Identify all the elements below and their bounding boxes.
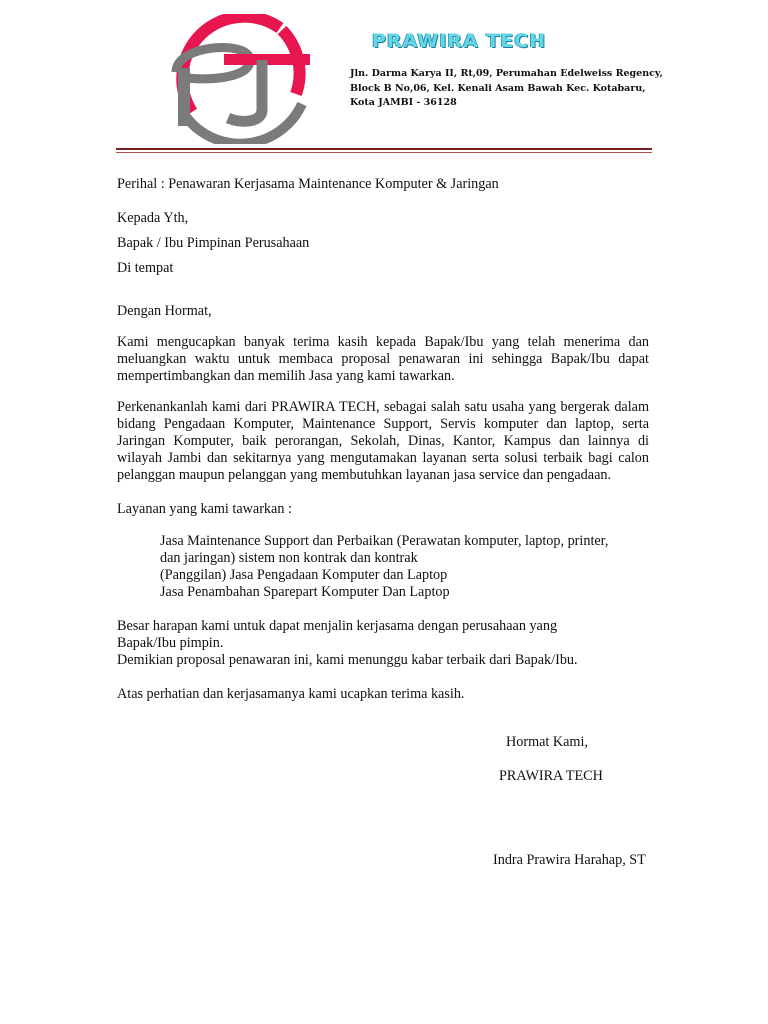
letterhead-divider (116, 148, 652, 150)
letter-body (117, 176, 649, 703)
address-line: Jln. Darma Karya II, Rt,09, Perumahan Edelweiss Regency, (350, 68, 663, 79)
service-item: dan jaringan) sistem non kontrak dan kontrak (160, 550, 418, 566)
closing-line: Demikian proposal penawaran ini, kami menunggu kabar terbaik dari Bapak/Ibu. (117, 652, 578, 668)
services-list (160, 533, 649, 601)
recipient-line: Kepada Yth, (117, 210, 189, 226)
letterhead-divider-thin (116, 152, 652, 153)
closing-line: Besar harapan kami untuk dapat menjalin kerjasama dengan perusahaan yang (117, 618, 558, 634)
closing-line: Bapak/Ibu pimpin. (117, 635, 224, 651)
company-name: PRAWIRA TECH (372, 30, 547, 52)
company-logo (162, 14, 322, 144)
service-item: Jasa Maintenance Support dan Perbaikan (Perawatan komputer, laptop, printer, (160, 533, 609, 549)
service-item: (Panggilan) Jasa Pengadaan Komputer dan Laptop (160, 567, 448, 583)
paragraph-thanks: Kami mengucapkan banyak terima kasih kepada Bapak/Ibu yang telah menerima dan meluangkan waktu untuk membaca proposal penawaran ini sehingga Bapak/Ibu dapat mempertimbangkan dan memilih Jasa yang kami tawarkan. (117, 334, 649, 384)
recipient-line: Bapak / Ibu Pimpinan Perusahaan (117, 235, 310, 251)
signoff: Hormat Kami, (506, 734, 588, 750)
paragraph-introduction: Perkenankanlah kami dari PRAWIRA TECH, sebagai salah satu usaha yang bergerak dalam bidang Pengadaan Komputer, Maintenance Support, Servis komputer dan laptop, serta Jaringan Komputer, baik perorangan, Sekolah, Dinas, Kantor, Kampus dan lainnya di wilayah Jambi dan sekitarnya yang mengutamakan layanan serta solusi terbaik bagi calon pelanggan maupun pelanggan yang membutuhkan layanan jasa service dan pengadaan. (117, 399, 649, 483)
thanks-line: Atas perhatian dan kerjasamanya kami ucapkan terima kasih. (117, 686, 465, 702)
greeting: Dengan Hormat, (117, 303, 212, 319)
services-intro: Layanan yang kami tawarkan : (117, 501, 292, 517)
recipient-line: Di tempat (117, 260, 174, 276)
address-line: Kota JAMBI - 36128 (350, 97, 457, 108)
service-item: Jasa Penambahan Sparepart Komputer Dan Laptop (160, 584, 450, 600)
subject-line: Perihal : Penawaran Kerjasama Maintenance Komputer & Jaringan (117, 176, 499, 192)
sign-company: PRAWIRA TECH (499, 768, 603, 784)
signatory-name: Indra Prawira Harahap, ST (493, 852, 646, 868)
address-line: Block B No,06, Kel. Kenali Asam Bawah Kec. Kotabaru, (350, 82, 646, 94)
company-address (350, 67, 663, 111)
